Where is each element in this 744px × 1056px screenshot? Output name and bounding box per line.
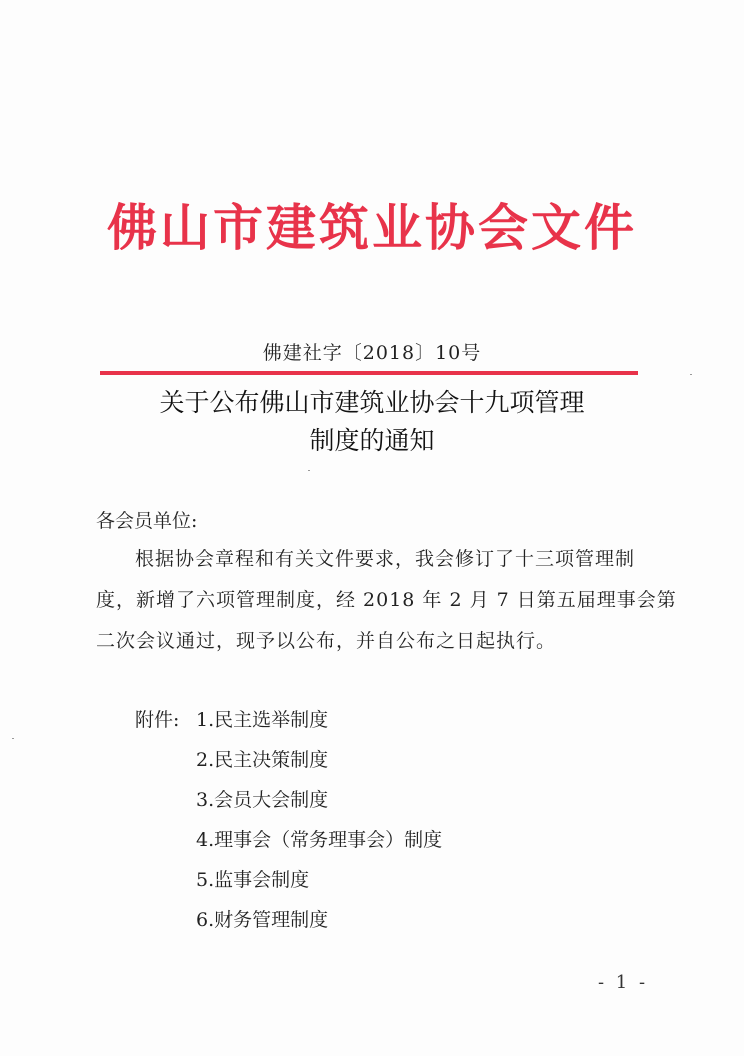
scan-speck: [690, 374, 692, 375]
attachment-item: 3.会员大会制度: [196, 789, 329, 811]
scan-speck: [308, 470, 310, 471]
subject-line-1: 关于公布佛山市建筑业协会十九项管理: [159, 388, 585, 417]
notice-subject: [0, 384, 744, 460]
attachment-item: 4.理事会（常务理事会）制度: [196, 829, 443, 851]
attachment-item: 2.民主决策制度: [196, 749, 329, 771]
attachment-row: [135, 740, 442, 780]
body-line-1: 根据协会章程和有关文件要求，我会修订了十三项管理制: [135, 548, 636, 570]
attachment-row: [135, 820, 442, 860]
subject-line-2: 制度的通知: [309, 426, 435, 455]
attachment-item: 6.财务管理制度: [196, 909, 329, 931]
red-divider-rule: [100, 371, 638, 375]
attachment-row: [135, 860, 442, 900]
body-line-2: 度，新增了六项管理制度，经 2018 年 2 月 7 日第五届理事会第: [96, 589, 677, 611]
body-paragraph: [96, 539, 677, 662]
attachment-row: [135, 900, 442, 940]
attachment-item: 1.民主选举制度: [196, 709, 329, 731]
document-header-title: 佛山市建筑业协会文件: [107, 199, 637, 257]
attachments-label: 附件:: [135, 709, 180, 731]
document-number: 佛建社字〔2018〕10号: [262, 342, 482, 364]
attachment-row: [135, 700, 442, 740]
body-line-3: 二次会议通过，现予以公布，并自公布之日起执行。: [96, 630, 557, 652]
attachment-row: [135, 780, 442, 820]
salutation: 各会员单位:: [96, 510, 198, 532]
scan-speck: [12, 738, 14, 739]
attachments-list: [135, 700, 442, 940]
attachment-item: 5.监事会制度: [196, 869, 310, 891]
page-number: - 1 -: [598, 972, 649, 993]
